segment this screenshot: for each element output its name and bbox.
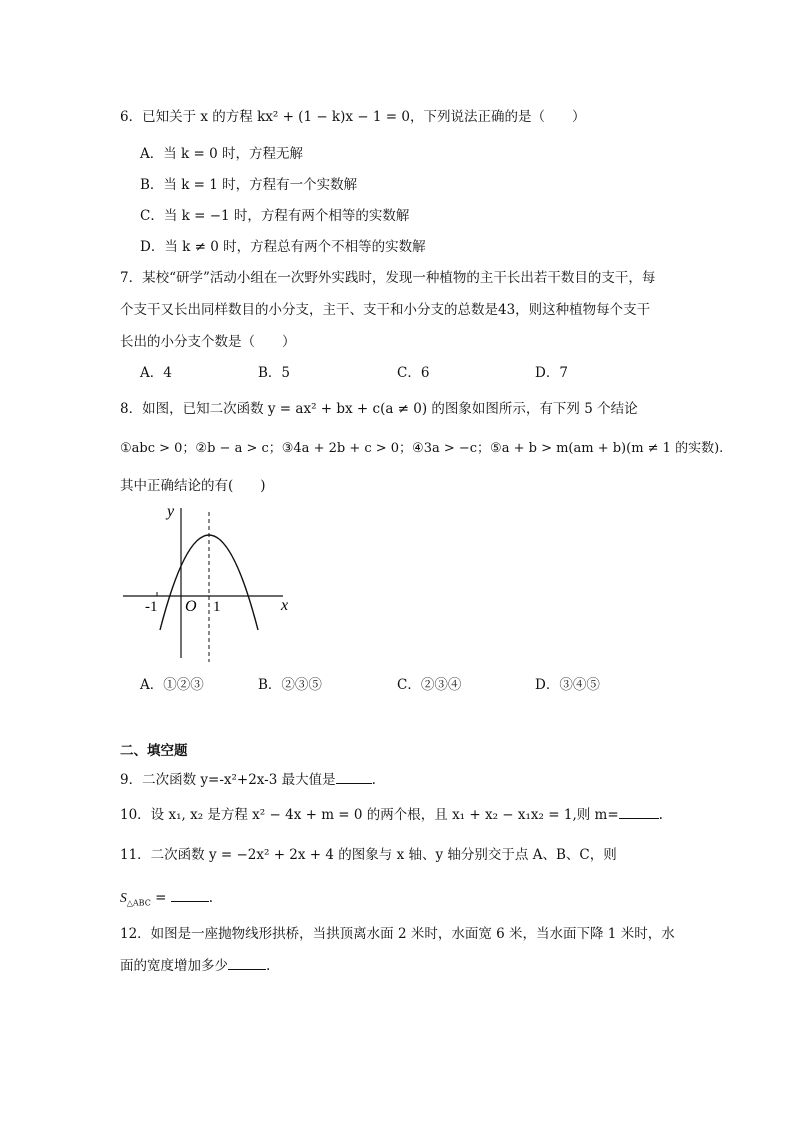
origin-label: O xyxy=(185,598,197,615)
q6-option-c: C．当 k = −1 时，方程有两个相等的实数解 xyxy=(140,208,410,224)
q8-stem: 8．如图，已知二次函数 y = ax² + bx + c(a ≠ 0) 的图象如图所示，有下列 5 个结论 xyxy=(120,401,638,417)
q9-line xyxy=(120,771,376,789)
x-axis-label: x xyxy=(281,597,289,614)
q8-conclusions: ①abc > 0；②b − a > c；③4a + 2b + c > 0；④3a > −c；⑤a + b > m(am + b)(m ≠ 1 的实数). xyxy=(120,441,724,456)
q12-text-2: 面的宽度增加多少 xyxy=(120,958,228,974)
q11-text: 11．二次函数 y = −2x² + 2x + 4 的图象与 x 轴、y 轴分别交于点 A、B、C，则 xyxy=(120,847,617,863)
one-label: 1 xyxy=(213,599,221,615)
q10-text: 10．设 x₁, x₂ 是方程 x² − 4x + m = 0 的两个根，且 x₁ + x₂ − x₁x₂ = 1,则 m= xyxy=(120,807,619,823)
q8-option-c: C．②③④ xyxy=(397,677,462,693)
q7-option-a: A．4 xyxy=(140,365,172,381)
q7-stem-line-2: 个支干又长出同样数目的小分支，主干、支干和小分支的总数是43，则这种植物每个支干 xyxy=(120,302,651,318)
q6-option-d: D．当 k ≠ 0 时，方程总有两个不相等的实数解 xyxy=(140,239,426,255)
q6-stem: 6．已知关于 x 的方程 kx² + (1 − k)x − 1 = 0，下列说法正确的是（ ） xyxy=(120,109,586,125)
q8-option-a: A．①②③ xyxy=(140,677,204,693)
q7-stem-line-3: 长出的小分支个数是（ ） xyxy=(120,334,296,350)
q9-end: . xyxy=(371,772,376,788)
q11-area-eq: = xyxy=(150,890,171,906)
q8-option-b: B．②③⑤ xyxy=(258,677,322,693)
q7-option-d: D．7 xyxy=(535,365,568,381)
q10-end: . xyxy=(658,807,663,823)
q10-line xyxy=(120,806,663,824)
q11-answer-blank[interactable] xyxy=(171,889,209,902)
q11-area-line xyxy=(120,889,213,913)
q10-answer-blank[interactable] xyxy=(619,806,659,819)
q9-text: 9．二次函数 y=-x²+2x-3 最大值是 xyxy=(120,772,336,788)
q7-option-b: B．5 xyxy=(258,365,291,381)
neg-one-label: -1 xyxy=(145,599,158,615)
q12-end: . xyxy=(266,958,271,974)
q11-area-label: S xyxy=(120,890,127,905)
q7-option-c: C．6 xyxy=(397,365,430,381)
q9-answer-blank[interactable] xyxy=(336,771,372,784)
q7-stem-line-1: 7．某校“研学”活动小组在一次野外实践时，发现一种植物的主干长出若干数目的支干，每 xyxy=(120,270,656,286)
q6-option-a: A．当 k = 0 时，方程无解 xyxy=(140,146,303,162)
q8-question: 其中正确结论的有( ) xyxy=(120,478,266,494)
q11-end: . xyxy=(208,890,214,906)
q11-area-sub: △ABC xyxy=(126,898,151,908)
q12-line-1: 12．如图是一座抛物线形拱桥，当拱顶离水面 2 米时，水面宽 6 米，当水面下降 1 米时，水 xyxy=(120,926,675,942)
q8-option-d: D．③④⑤ xyxy=(535,677,600,693)
q8-parabola-graph xyxy=(115,500,305,670)
q12-line-2 xyxy=(120,957,270,975)
q6-option-b: B．当 k = 1 时，方程有一个实数解 xyxy=(140,177,358,193)
y-axis-label: y xyxy=(167,503,175,520)
q12-answer-blank[interactable] xyxy=(228,957,266,970)
section-title: 二、填空题 xyxy=(120,743,188,759)
